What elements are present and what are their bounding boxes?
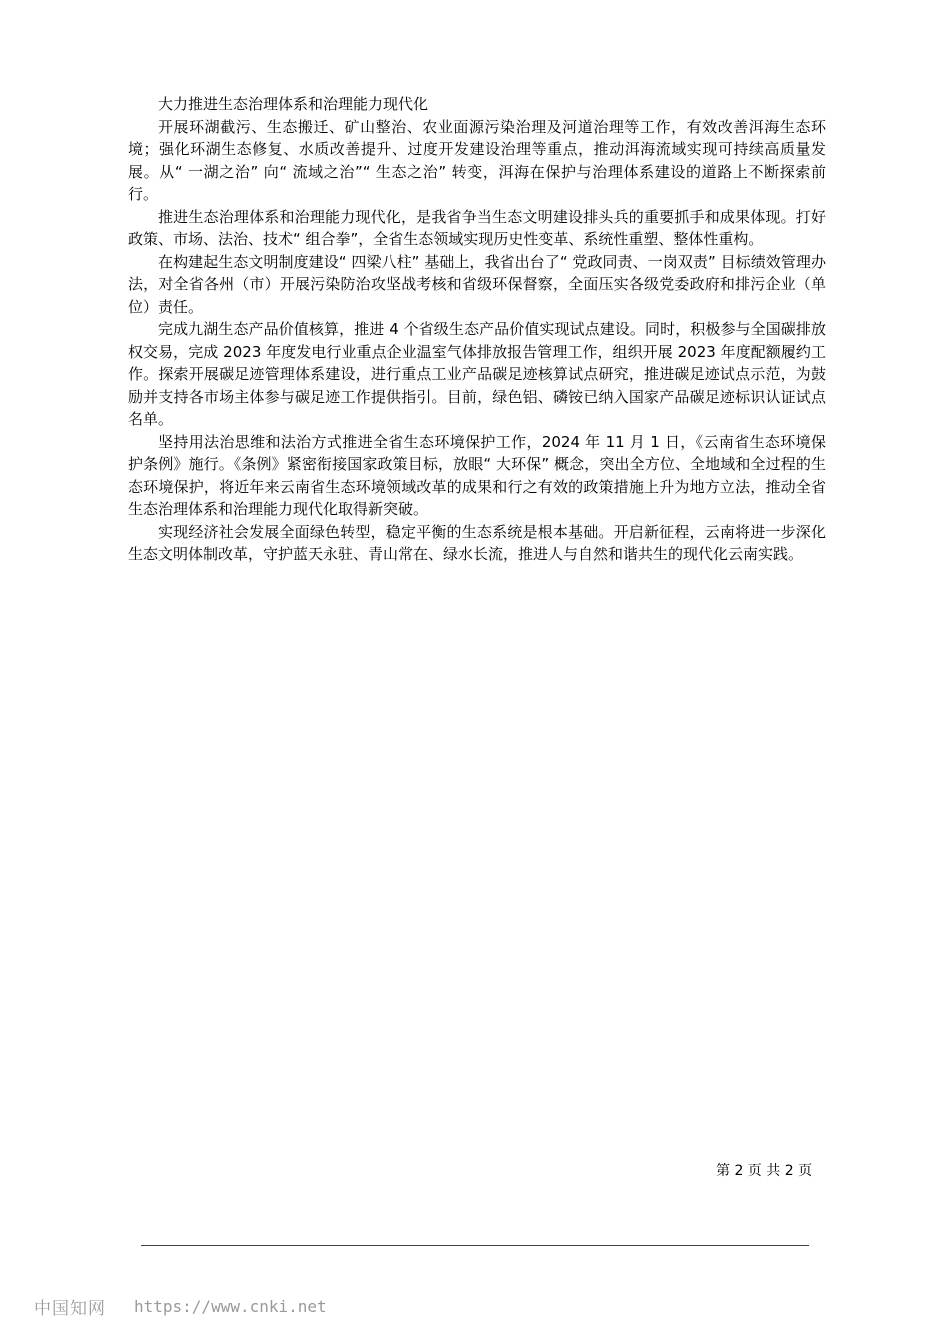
page-number: 第 2 页 共 2 页 — [716, 1163, 813, 1179]
footer-divider — [141, 1245, 809, 1246]
cnki-url-link[interactable]: https://www.cnki.net — [134, 1296, 327, 1316]
article-title: 大力推进生态治理体系和治理能力现代化 — [158, 95, 429, 113]
article-body — [128, 93, 826, 566]
paragraph-4: 完成九湖生态产品价值核算，推进 4 个省级生态产品价值实现试点建设。同时，积极参与全国碳排放权交易，完成 2023 年度发电行业重点企业温室气体排放报告管理工作，组织开展 2023 年度配额履约工作。探索开展碳足迹管理体系建设，进行重点工业产品碳足迹核算试点研究，推进碳足迹试点示范，为鼓励并支持各市场主体参与碳足迹工作提供指引。目前，绿色铝、磷铵已纳入国家产品碳足迹标识认证试点名单。 — [128, 320, 826, 428]
paragraph-2: 推进生态治理体系和治理能力现代化，是我省争当生态文明建设排头兵的重要抓手和成果体现。打好政策、市场、法治、技术“ 组合拳”，全省生态领域实现历史性变革、系统性重塑、整体性重构。 — [128, 207, 826, 248]
footer — [34, 1294, 327, 1318]
paragraph-1: 开展环湖截污、生态搬迁、矿山整治、农业面源污染治理及河道治理等工作，有效改善洱海生态环境；强化环湖生态修复、水质改善提升、过度开发建设治理等重点，推动洱海流域实现可持续高质量发展。从“ 一湖之治” 向“ 流域之治”“ 生态之治” 转变，洱海在保护与治理体系建设的道路上不断探索前行。 — [128, 117, 826, 203]
cnki-logo-text: 中国知网 — [34, 1298, 106, 1319]
paragraph-6: 实现经济社会发展全面绿色转型，稳定平衡的生态系统是根本基础。开启新征程，云南将进一步深化生态文明体制改革，守护蓝天永驻、青山常在、绿水长流，推进人与自然和谐共生的现代化云南实践。 — [128, 522, 826, 563]
paragraph-3: 在构建起生态文明制度建设“ 四梁八柱” 基础上，我省出台了“ 党政同责、一岗双责” 目标绩效管理办法，对全省各州（市）开展污染防治攻坚战考核和省级环保督察，全面压实各级党委政府和排污企业（单位）责任。 — [128, 252, 826, 316]
paragraph-5: 坚持用法治思维和法治方式推进全省生态环境保护工作，2024 年 11 月 1 日，《云南省生态环境保护条例》施行。《条例》紧密衔接国家政策目标，放眼“ 大环保” 概念，突出全方位、全地域和全过程的生态环境保护，将近年来云南省生态环境领域改革的成果和行之有效的政策措施上升为地方立法，推动全省生态治理体系和治理能力现代化取得新突破。 — [128, 432, 826, 518]
